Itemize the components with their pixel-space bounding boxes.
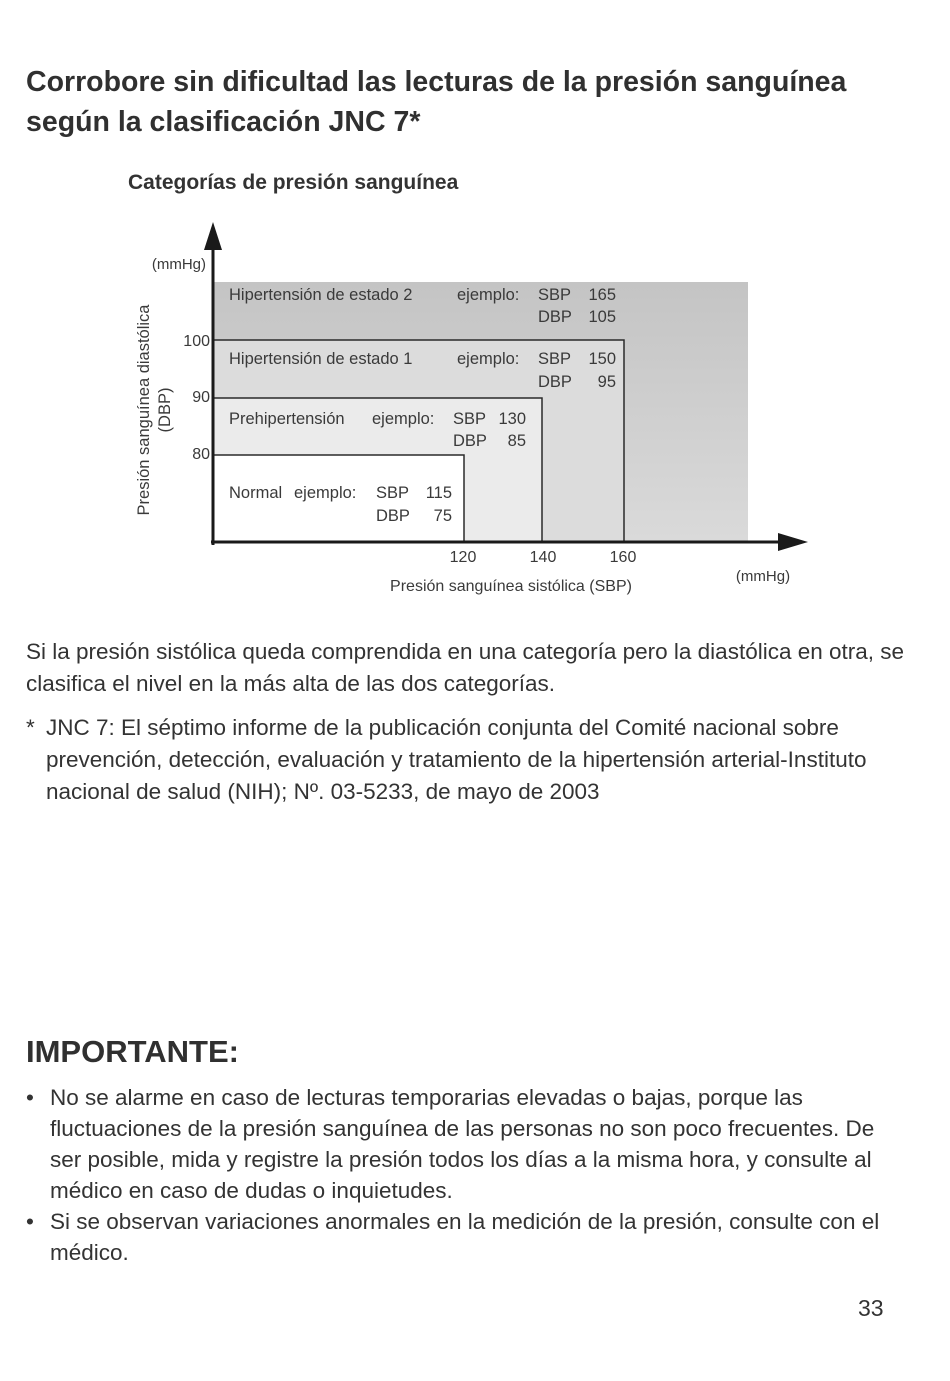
category-dbp-label-prehypertension: DBP [453,432,487,450]
footnote-text: JNC 7: El séptimo informe de la publicación conjunta del Comité nacional sobre prevención, detección, evaluación y tratamiento de la hipertensión arterial-Instituto nacional de salud (NIH); Nº. 03-5233, de mayo de 2003 [46,715,867,804]
category-dbp-value-normal: 75 [433,507,452,525]
category-dbp-value-stage2: 105 [588,308,616,326]
x-axis-arrow-icon [778,533,808,551]
important-title: IMPORTANTE: [26,1034,239,1069]
y-tick-100: 100 [183,333,210,350]
category-dbp-value-prehypertension: 85 [507,432,526,450]
footnote [26,712,926,808]
chart-title: Categorías de presión sanguínea [128,171,459,194]
category-sbp-value-prehypertension: 130 [498,410,526,428]
list-item [26,1082,906,1206]
category-sbp-value-normal: 115 [425,484,452,502]
x-axis-label: Presión sanguínea sistólica (SBP) [390,578,632,595]
category-dbp-label-stage2: DBP [538,308,572,326]
category-dbp-value-stage1: 95 [597,373,616,391]
category-name-normal: Normal [229,484,283,502]
classification-note: Si la presión sistólica queda comprendida en una categoría pero la diastólica en otra, se clasifica el nivel en la más alta de las dos categorías. [26,639,905,696]
category-sbp-value-stage1: 150 [588,350,616,368]
category-name-prehypertension: Prehipertensión [229,410,345,428]
category-name-stage2: Hipertensión de estado 2 [229,286,413,304]
list-item-text: No se alarme en caso de lecturas temporarias elevadas o bajas, porque las fluctuaciones de la presión sanguínea de las personas no son poco frecuentes. De ser posible, mida y registre la presión todos los días a la misma hora, y consulte al médico en caso de dudas o inquietudes. [50,1085,875,1203]
category-sbp-label-prehypertension: SBP [453,410,487,428]
category-sbp-label-stage2: SBP [538,286,572,304]
category-dbp-label-normal: DBP [376,507,410,525]
y-axis-unit: (mmHg) [151,256,206,273]
category-name-stage1: Hipertensión de estado 1 [229,350,413,368]
category-sbp-label-normal: SBP [376,484,410,502]
list-item-text: Si se observan variaciones anormales en la medición de la presión, consulte con el médico. [50,1209,880,1265]
category-sbp-label-stage1: SBP [538,350,572,368]
category-example-prefix-prehypertension: ejemplo: [372,410,435,428]
y-axis-arrow-icon [204,222,222,250]
footnote-marker: * [26,715,35,740]
blood-pressure-chart [0,0,950,620]
page-heading: Corrobore sin dificultad las lecturas de la presión sanguínea según la clasificación JNC 7* [26,66,847,138]
y-tick-90: 90 [192,389,210,406]
bullet-icon: • [26,1209,34,1234]
y-axis-label-abbr: (DBP) [156,387,174,433]
category-example-prefix-stage2: ejemplo: [457,286,520,304]
list-item [26,1206,906,1268]
x-axis-unit: (mmHg) [735,568,791,585]
category-example-prefix-stage1: ejemplo: [457,350,520,368]
category-dbp-label-stage1: DBP [538,373,572,391]
y-axis-label: Presión sanguínea diastólica [135,304,153,516]
y-tick-80: 80 [192,446,210,463]
x-tick-120: 120 [449,549,477,566]
important-list [26,1082,906,1268]
bullet-icon: • [26,1085,34,1110]
page-number: 33 [858,1295,884,1321]
category-sbp-value-stage2: 165 [588,286,616,304]
x-tick-160: 160 [609,549,637,566]
category-example-prefix-normal: ejemplo: [294,484,357,502]
x-tick-140: 140 [529,549,557,566]
